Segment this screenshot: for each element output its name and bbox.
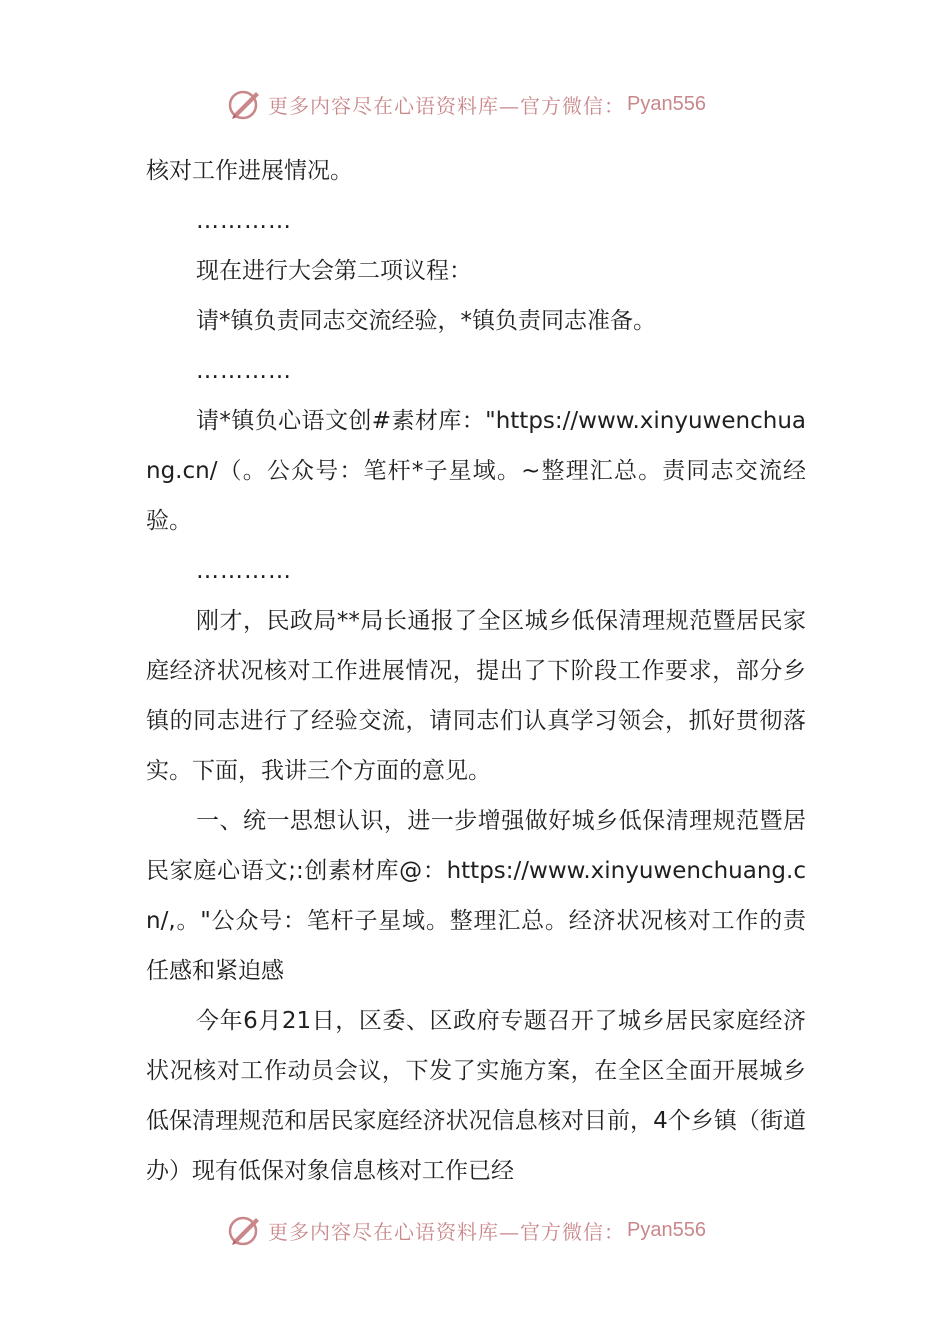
paragraph: 请*镇负责同志交流经验，*镇负责同志准备。: [196, 308, 656, 334]
paragraph: 今年6月21日，区委、区政府专题召开了城乡居民家庭经济状况核对工作动员会议，下发了实施方案，在全区全面开展城乡低保清理规范和居民家庭经济状况信息核对目前，4个乡镇（街道办）现有低保对象信息核对工作已经: [146, 1008, 806, 1184]
paragraph: 现在进行大会第二项议程：: [196, 258, 472, 284]
ellipsis-line: …………: [196, 558, 292, 584]
pen-logo-icon: [226, 86, 262, 122]
header-banner: [226, 84, 706, 124]
paragraph: 核对工作进展情况。: [146, 158, 353, 184]
banner-wechat-id: Pyan556: [627, 1218, 706, 1241]
section-heading: 一、统一思想认识，进一步增强做好城乡低保清理规范暨居民家庭心语文;:创素材库@：https://www.xinyuwenchuang.cn/,。"公众号：笔杆子星域。整理汇总。经济状况核对工作的责任感和紧迫感: [146, 808, 806, 984]
paragraph: 刚才，民政局**局长通报了全区城乡低保清理规范暨居民家庭经济状况核对工作进展情况，提出了下阶段工作要求，部分乡镇的同志进行了经验交流，请同志们认真学习领会，抓好贯彻落实。下面，我讲三个方面的意见。: [146, 608, 806, 784]
pen-logo-icon: [226, 1212, 262, 1248]
paragraph: 请*镇负心语文创#素材库："https://www.xinyuwenchuang.cn/（。公众号：笔杆*子星域。~整理汇总。责同志交流经验。: [146, 408, 806, 534]
banner-wechat-id: Pyan556: [627, 92, 706, 115]
ellipsis-line: …………: [196, 208, 292, 234]
ellipsis-line: …………: [196, 358, 292, 384]
footer-banner: [226, 1210, 706, 1250]
banner-text: 更多内容尽在心语资料库—官方微信：: [268, 93, 625, 118]
banner-text: 更多内容尽在心语资料库—官方微信：: [268, 1219, 625, 1244]
document-body: [146, 146, 806, 1196]
